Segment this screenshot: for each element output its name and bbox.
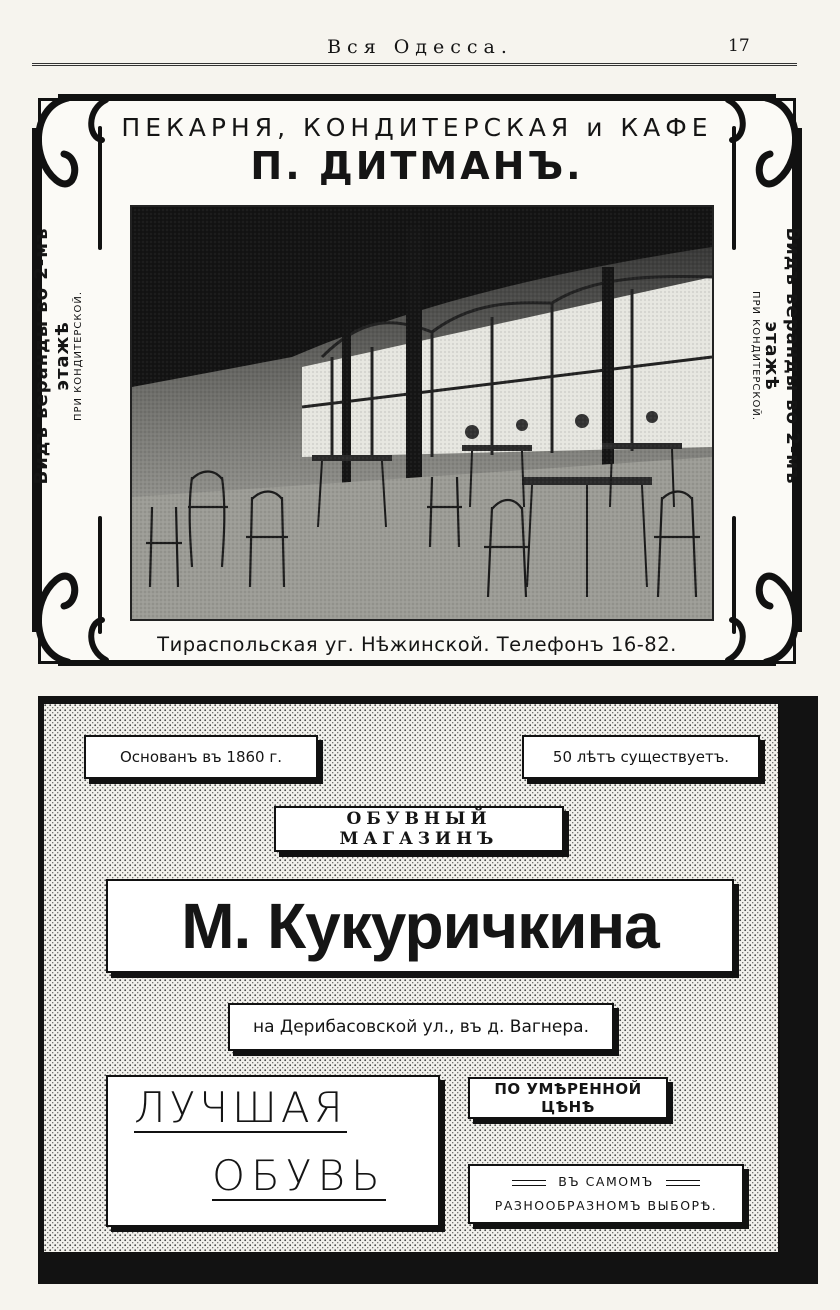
bakery-subtitle: ПЕКАРНЯ, КОНДИТЕРСКАЯ и КАФЕ <box>121 113 713 142</box>
shop-address: на Дерибасовской ул., въ д. Вагнера. <box>228 1003 614 1051</box>
side-caption-left-main: Видъ веранды во 2-мъ этажѣ <box>31 227 73 485</box>
running-header <box>0 0 840 70</box>
founded-label: Основанъ въ 1860 г. <box>84 735 318 779</box>
bakery-owner-name: П. ДИТМАНЪ. <box>250 144 584 188</box>
best-shoes-line1: ЛУЧШАЯ <box>134 1083 347 1132</box>
veranda-illustration <box>132 207 712 619</box>
header-rule <box>32 63 797 66</box>
assortment-line2: РАЗНООБРАЗНОМЪ ВЫБОРѢ. <box>494 1198 718 1213</box>
side-caption-left-sub: ПРИ КОНДИТЕРСКОЙ. <box>73 290 85 422</box>
shop-type-label: ОБУВНЫЙ МАГАЗИНЪ <box>274 806 564 852</box>
best-shoes-line2: ОБУВЬ <box>212 1151 386 1200</box>
years-label: 50 лѣтъ существуетъ. <box>522 735 760 779</box>
best-shoes-box <box>106 1075 440 1227</box>
side-caption-right-sub: ПРИ КОНДИТЕРСКОЙ. <box>749 290 761 422</box>
running-title: Вся Одесса. <box>327 36 513 58</box>
price-label: ПО УМѢРЕННОЙ ЦѢНѢ <box>468 1077 668 1119</box>
shoe-shop-advertisement <box>38 696 818 1284</box>
side-caption-left <box>32 206 92 506</box>
veranda-photograph <box>130 205 714 621</box>
assortment-line1: ВЪ САМОМЪ <box>470 1174 742 1189</box>
stipple-panel <box>44 704 778 1252</box>
bakery-advertisement <box>28 88 806 672</box>
assortment-box <box>468 1164 744 1224</box>
page-number: 17 <box>728 36 750 56</box>
side-caption-right-main: Видъ веранды во 2-мъ этажѣ <box>761 227 803 485</box>
side-caption-right <box>742 206 802 506</box>
bakery-address: Тираспольская уг. Нѣжинской. Телефонъ 16-82. <box>157 633 677 656</box>
shop-owner-name: М. Кукуричкина <box>106 879 734 973</box>
